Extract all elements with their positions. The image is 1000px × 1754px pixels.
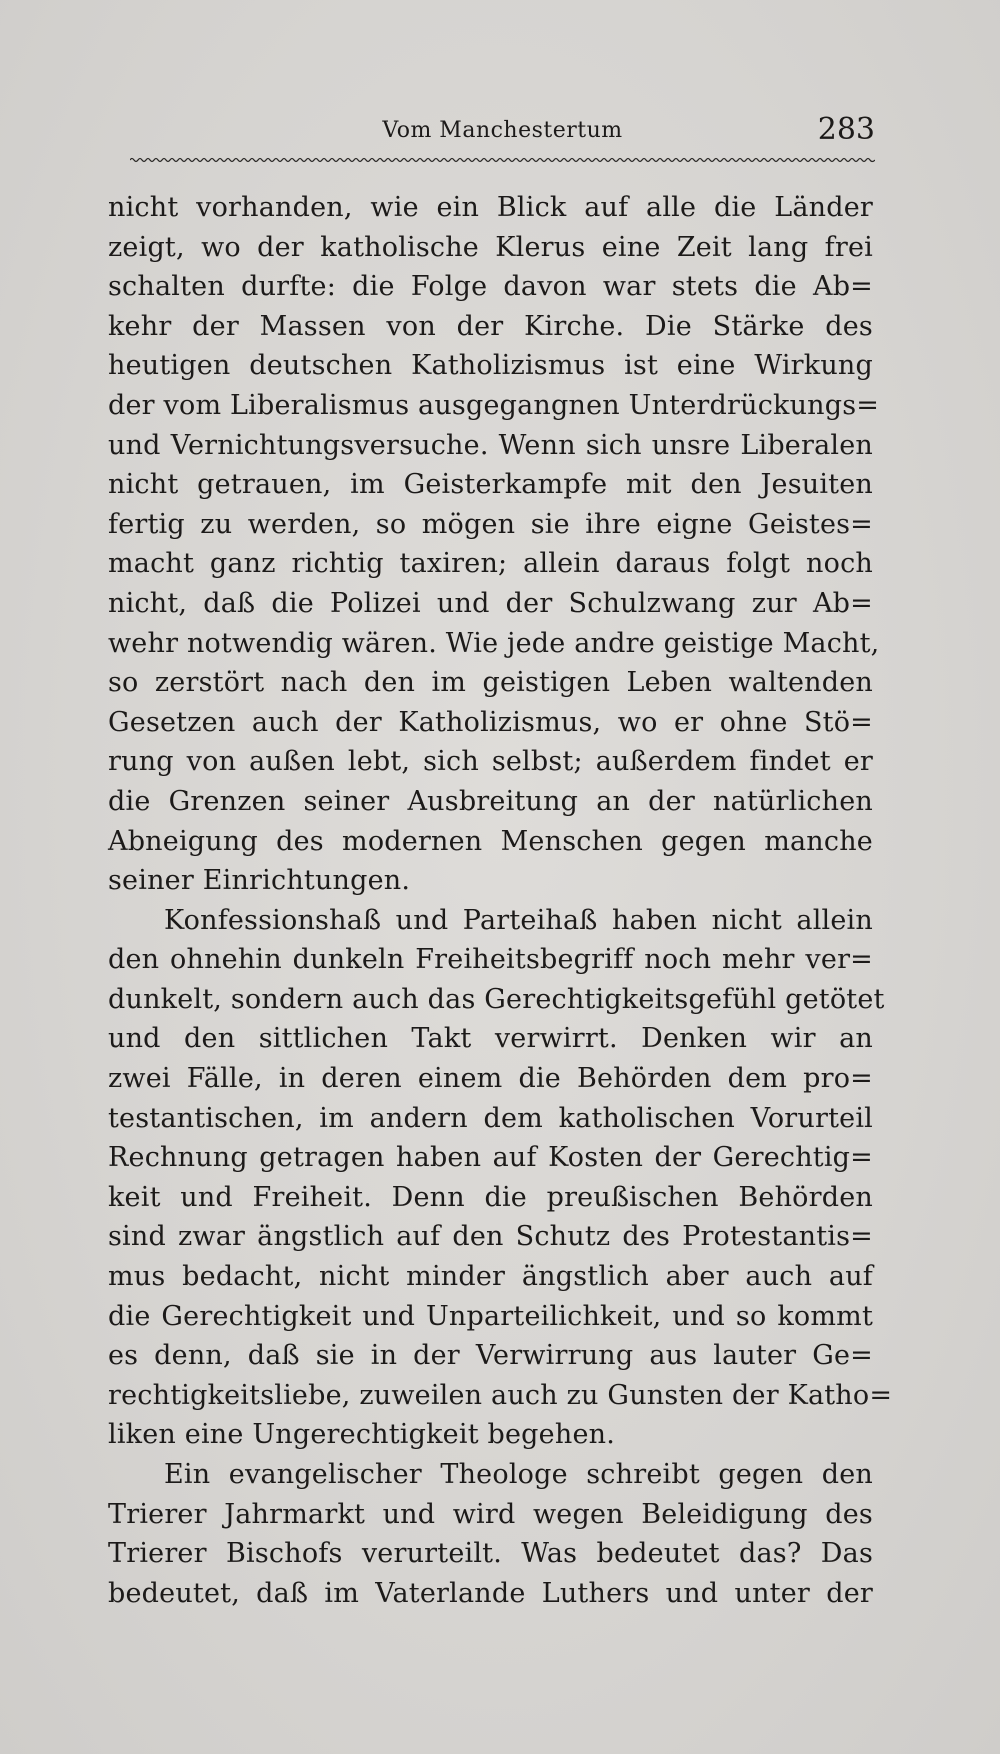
text-line: Gesetzen auch der Katholizismus, wo er ohne Stö=: [108, 706, 873, 738]
text-line: Rechnung getragen haben auf Kosten der Gerechtig=: [108, 1142, 873, 1174]
text-line: so zerstört nach den im geistigen Leben waltenden: [108, 667, 873, 699]
text-line: sind zwar ängstlich auf den Schutz des Protestantis=: [108, 1221, 873, 1253]
text-line: es denn, daß sie in der Verwirrung aus lauter Ge=: [108, 1340, 873, 1372]
text-line: wehr notwendig wären. Wie jede andre geistige Macht,: [108, 627, 880, 659]
text-line: den ohnehin dunkeln Freiheitsbegriff noch mehr ver=: [108, 944, 873, 976]
text-line: nicht getrauen, im Geisterkampfe mit den Jesuiten: [108, 469, 873, 501]
text-line: Ein evangelischer Theologe schreibt gegen den: [164, 1459, 873, 1490]
running-head: Vom Manchestertum: [382, 118, 623, 143]
text-line: mus bedacht, nicht minder ängstlich aber auch auf: [108, 1261, 873, 1293]
text-line: rechtigkeitsliebe, zuweilen auch zu Gunsten der Katho=: [108, 1379, 893, 1411]
text-line: heutigen deutschen Katholizismus ist eine Wirkung: [108, 350, 873, 382]
paragraph-3: [108, 1455, 873, 1613]
text-line: liken eine Ungerechtigkeit begehen.: [108, 1419, 615, 1451]
text-line: die Grenzen seiner Ausbreitung an der natürlichen: [108, 785, 873, 817]
text-line: Trierer Jahrmarkt und wird wegen Beleidigung des: [108, 1498, 873, 1530]
header-rule: [130, 156, 875, 164]
text-line: schalten durfte: die Folge davon war stets die Ab=: [108, 271, 873, 303]
text-line: der vom Liberalismus ausgegangnen Unterdrückungs=: [108, 389, 880, 421]
page-header: [130, 112, 875, 152]
text-line: testantischen, im andern dem katholischen Vorurteil: [108, 1102, 873, 1134]
text-line: zwei Fälle, in deren einem die Behörden dem pro=: [108, 1063, 873, 1095]
body-text: [108, 188, 893, 1613]
text-line: zeigt, wo der katholische Klerus eine Zeit lang frei: [108, 231, 873, 263]
text-line: seiner Einrichtungen.: [108, 865, 411, 897]
text-line: macht ganz richtig taxiren; allein daraus folgt noch: [108, 548, 873, 580]
text-line: Trierer Bischofs verurteilt. Was bedeutet das? Das: [108, 1538, 873, 1570]
text-line: rung von außen lebt, sich selbst; außerdem findet er: [108, 746, 873, 778]
text-line: und Vernichtungsversuche. Wenn sich unsre Liberalen: [108, 429, 873, 461]
text-line: dunkelt, sondern auch das Gerechtigkeitsgefühl getötet: [108, 983, 885, 1015]
text-line: Abneigung des modernen Menschen gegen manche: [108, 825, 873, 857]
text-line: Konfessionshaß und Parteihaß haben nicht allein: [164, 904, 873, 936]
text-line: nicht vorhanden, wie ein Blick auf alle die Länder: [108, 192, 873, 223]
text-line: und den sittlichen Takt verwirrt. Denken wir an: [108, 1023, 873, 1055]
text-line: nicht, daß die Polizei und der Schulzwang zur Ab=: [108, 587, 873, 619]
page-number: 283: [817, 112, 875, 147]
paragraph-2: [108, 901, 893, 1455]
text-line: bedeutet, daß im Vaterlande Luthers und unter der: [108, 1577, 873, 1609]
text-line: die Gerechtigkeit und Unparteilichkeit, und so kommt: [108, 1300, 873, 1332]
paragraph-1: [108, 188, 880, 901]
text-line: kehr der Massen von der Kirche. Die Stärke des: [108, 310, 873, 342]
text-line: fertig zu werden, so mögen sie ihre eigne Geistes=: [108, 508, 873, 540]
text-line: keit und Freiheit. Denn die preußischen Behörden: [108, 1181, 873, 1213]
